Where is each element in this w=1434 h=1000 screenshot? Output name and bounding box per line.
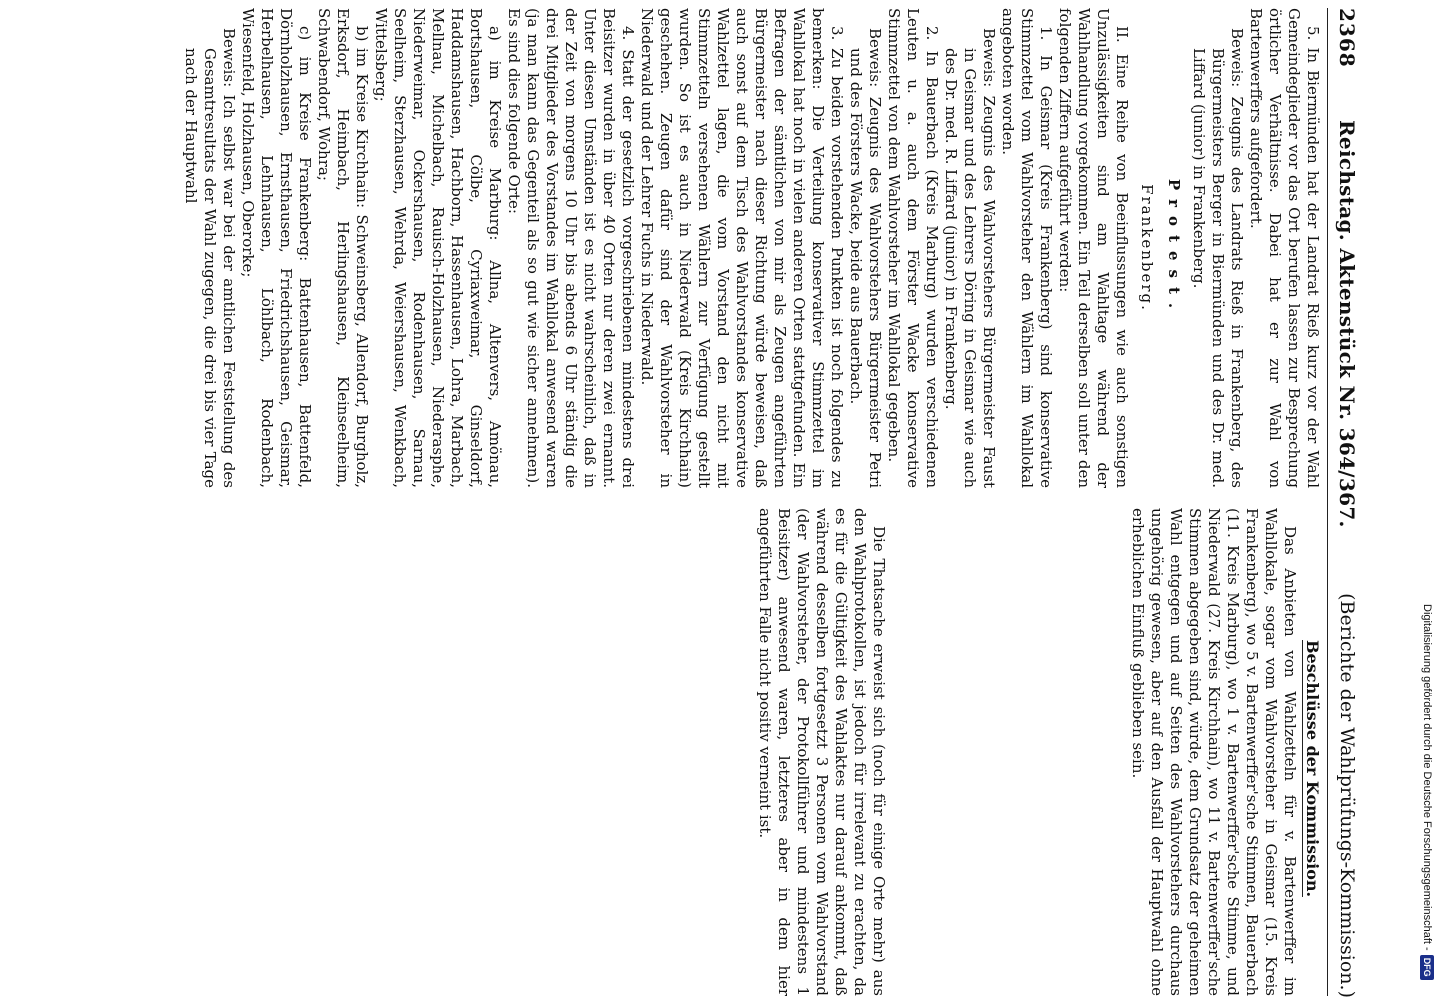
frankenberg-heading: Frankenberg. (1138, 184, 1156, 312)
commission-decision-1: Das Anbieten von Wahlzetteln für v. Bartenwerffer im Wahllokale, sogar vom Wahlvorsteher in Geismar (15. Kreis Frankenberg), wo 5 v. Bartenwerffer'sche Stimmen, Bauerbach (11. Kreis Marburg), wo 1 v. Bartenwerffer'sche Stimme, und Niederwald (27. Kreis Kirchhain), wo 11 v. Bartenwerffer'sche Stimmen abgegeben sind, würde, dem Grundsatz der geheimen Wahl entgegen und auf Seiten des Wahlvorstehers durchaus ungehörig gewesen, aber auf den Ausfall der Hauptwahl ohne erheblichen Einfluß geblieben sein. (1129, 508, 1299, 996)
left-column (181, 8, 1322, 488)
evidence-1: Beweis: Zeugnis des Wahlvorstehers Bürgermeister Faust in Geismar und des Lehrers Döring in Geismar wie auch des Dr. med. R. Liffard (junior) in Frankenberg. (942, 28, 998, 488)
footer-credit: Digitalisierung gefördert durch die Deutsche Forschungsgemeinschaft - (1421, 604, 1433, 951)
paragraph-2: 2. In Bauerbach (Kreis Marburg) wurden verschiedenen Leuten u. a. auch dem Förster Wacke konservative Stimmzettel von dem Wahlvorsteher im Wahllokal gegeben. (885, 8, 941, 488)
paragraph-5: 5. In Biermünden hat der Landrat Rieß kurz vor der Wahl Gemeindeglieder vor das Ort berufen lassen zur Besprechung örtlicher Verhältnisse. Dabei hat er zur Wahl von Bartenwerffers aufgefordert. (1247, 8, 1322, 488)
page-subtitle: (Berichte der Wahlprüfungs-Kommission.) (1336, 593, 1358, 998)
evidence-5: Beweis: Zeugnis des Landrats Rieß in Frankenberg, des Bürgermeisters Berger in Biermünden und des Dr. med. Liffard (junior) in Frankenberg. (1190, 28, 1246, 488)
right-column (755, 508, 1299, 996)
footer-text-rotated (1400, 604, 1434, 996)
commission-decision-2: Die Thatsache erweist sich (noch für einige Orte mehr) aus den Wahlprotokollen, ist jedoch für irrelevant zu erachten, da es für die Gültigkeit des Wahlaktes nur darauf ankommt, daß während desselben fortgesetzt 3 Personen vom Wahlvorstand (der Wahlvorsteher, der Protokollführer und mindestens 1 Beisitzer) anwesend waren, letzteres aber in dem hier angeführten Falle nicht positiv verneint ist. (756, 508, 888, 996)
commission-heading: Beschlüsse der Kommission. (1303, 640, 1322, 898)
page-header (1330, 8, 1359, 998)
evidence-2: Beweis: Zeugnis des Wahlvorstehers Bürgermeister Petri und des Försters Wacke, beide aus Bauerbach. (847, 28, 884, 488)
digitization-footer (1400, 0, 1434, 1000)
paragraph-4a: a) im Kreise Marburg: Allna, Altenvers, Amönau, Bortshausen, Cölbe, Cyriaxweimar, Ginseldorf, Haddamshausen, Hachborn, Hassenhausen, Lohra, Marbach, Mellnau, Michelbach, Rauisch-Holzhausen, Niederasphe, Niederweimar, Ockershausen, Rodenhausen, Sarnau, Seelheim, Sterzhausen, Wehrda, Weiershausen, Wenkbach, Wittelsberg; (372, 8, 504, 488)
paragraph-3: 3. Zu beiden vorstehenden Punkten ist noch folgendes zu bemerken: Die Verteilung konservativer Stimmzettel im Wahllokal hat noch in vielen anderen Orten stattgefunden. Ein Befragen der sämtlichen von mir als Zeugen angeführten Bürgermeister nach dieser Richtung würde beweisen, daß auch sonst auf dem Tisch des Wahlvorstandes konservative Wahlzettel lagen, die vom Vorstand den nicht mit Stimmzetteln versehenen Wählern zur Verfügung gestellt wurden. So ist es auch in Niederwald (Kreis Kirchhain) geschehen. Zeugen dafür sind der Wahlvorsteher in Niederwald und der Lehrer Fuchs in Niederwald. (638, 8, 846, 488)
dfg-logo-icon: DFG (1420, 955, 1434, 980)
paragraph-4c: c) im Kreise Frankenberg: Battenhausen, Battenfeld, Dörnholzhausen, Ernsthausen, Friedrichshausen, Geismar, Herbelhausen, Lehnhausen, Löhlbach, Rodenbach, Wiesenfeld, Holzhausen, Oberorke; (239, 8, 314, 488)
column-gap (888, 508, 1128, 996)
paragraph-ii: II. Eine Reihe von Beeinflussungen wie auch sonstigen Unzulässigkeiten sind am Wahltage während der Wahlhandlung vorgekommen. Ein Teil derselben soll unter den folgenden Ziffern aufgeführt werden: (1056, 8, 1131, 488)
protest-heading: Protest. (1165, 178, 1183, 318)
evidence-4: Beweis: Ich selbst war bei der amtlichen Feststellung des Gesamtresultats der Wahl zugegen, die drei bis vier Tage nach der Hauptwahl (182, 28, 238, 488)
paragraph-4b: b) im Kreise Kirchhain: Schweinsberg, Allendorf, Burgholz, Erksdorf, Heimbach, Herlingshausen, Kleinseelheim, Schwabendorf, Wohra; (315, 8, 371, 488)
paragraph-1: 1. In Geismar (Kreis Frankenberg) sind konservative Stimmzettel vom Wahlvorsteher den Wählern im Wahllokal angeboten worden. (999, 8, 1055, 488)
header-rule (1327, 8, 1328, 996)
page-title: Reichstag. Aktenstück Nr. 364/367. (1335, 120, 1359, 528)
paragraph-4: 4. Statt der gesetzlich vorgeschriebenen mindestens drei Beisitzer wurden in über 40 Orten nur deren zwei ernannt. Unter diesen Umständen ist es nicht wahrscheinlich, daß in der Zeit von morgens 10 Uhr bis abends 6 Uhr ständig die drei Mitglieder des Vorstandes im Wahllokal anwesend waren (ja man kann das Gegenteil als so gut wie sicher annehmen). Es sind dies folgende Orte: (505, 8, 637, 488)
page-number: 2368 (1335, 8, 1359, 68)
